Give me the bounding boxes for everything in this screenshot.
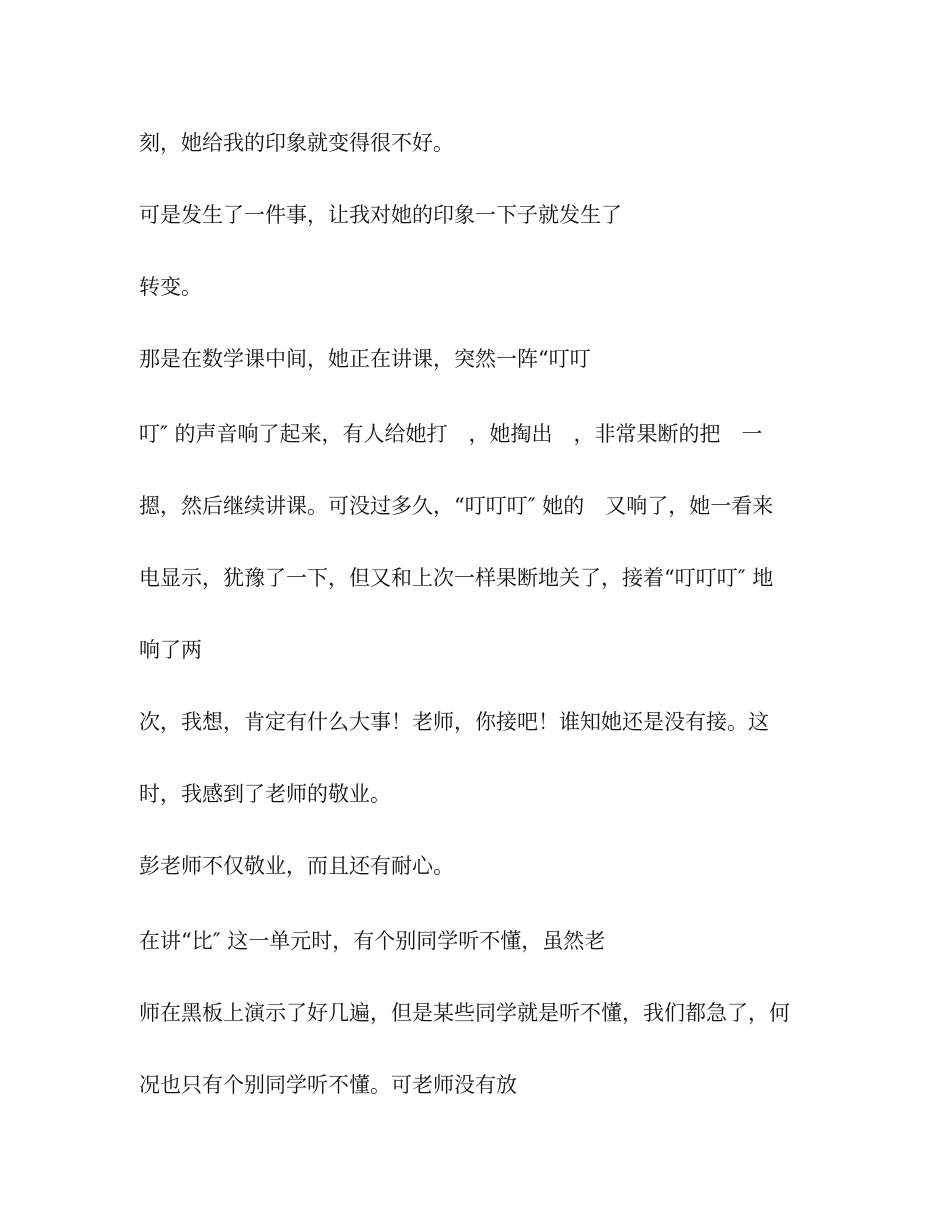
text-line-13: 师在黑板上演示了好几遍，但是某些同学就是听不懂，我们都急了，何: [139, 1001, 790, 1025]
text-line-4: 那是在数学课中间，她正在讲课，突然一阵“叮叮: [139, 347, 591, 371]
text-line-3: 转变。: [139, 275, 202, 299]
text-line-5: 叮″ 的声音响了起来，有人给她打 ，她掏出 ，非常果断的把 一: [139, 422, 763, 446]
text-line-2: 可是发生了一件事，让我对她的印象一下子就发生了: [139, 203, 622, 227]
text-line-11: 彭老师不仅敬业，而且还有耐心。: [139, 854, 454, 878]
text-line-12: 在讲“比″ 这一单元时，有个别同学听不懂，虽然老: [139, 929, 606, 953]
text-line-9: 次，我想，肯定有什么大事！老师，你接吧！谁知她还是没有接。这: [139, 710, 769, 734]
text-line-14: 况也只有个别同学听不懂。可老师没有放: [139, 1073, 517, 1097]
text-line-1: 刻，她给我的印象就变得很不好。: [139, 131, 454, 155]
text-line-7: 电显示，犹豫了一下，但又和上次一样果断地关了，接着“叮叮叮″ 地: [139, 566, 774, 590]
text-line-6: 摁，然后继续讲课。可没过多久，“叮叮叮″ 她的 又响了，她一看来: [139, 494, 774, 518]
text-line-10: 时，我感到了老师的敬业。: [139, 782, 391, 806]
text-line-8: 响了两: [139, 638, 202, 662]
